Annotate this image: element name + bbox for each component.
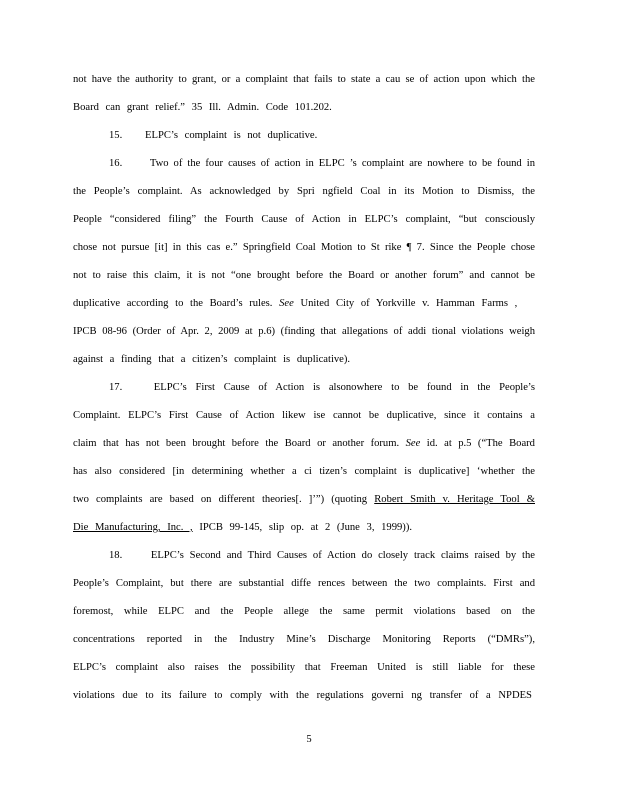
- text-line: [73, 438, 535, 450]
- text-span: two complaints are based on different theories[. ]’”) (quoting: [73, 494, 368, 505]
- text-line: violations due to its failure to comply with the regulations governi ng transfer of a NPDES: [73, 690, 532, 701]
- paragraph-number: 18.: [109, 550, 123, 561]
- text-line: not have the authority to grant, or a complaint that fails to state a cau se of action upon which the: [73, 74, 535, 85]
- paragraph-15: [109, 130, 535, 142]
- text-span: ELPC’s Second and Third Causes of Action do closely track claims raised by the: [150, 550, 535, 561]
- text-line: has also considered [in determining whether a ci tizen’s complaint is duplicative] ‘whether the: [73, 466, 535, 477]
- text-span: duplicative according to the Board’s rules.: [73, 298, 273, 309]
- text-span: id. at p.5 (“The Board: [426, 438, 535, 449]
- text-line: foremost, while ELPC and the People allege the same permit violations based on the: [73, 606, 535, 617]
- text-span: IPCB 99-145, slip op. at 2 (June 3, 1999)).: [199, 522, 413, 533]
- case-citation: Die Manufacturing, Inc. ,: [73, 522, 193, 533]
- text-line: [73, 298, 535, 310]
- text-span: ELPC’s First Cause of Action is alsonowhere to be found in the People’s: [153, 382, 535, 393]
- paragraph-number: 16.: [109, 158, 123, 169]
- see-signal: See: [279, 298, 294, 309]
- text-line: Board can grant relief.” 35 Ill. Admin. Code 101.202.: [73, 102, 332, 113]
- paragraph-18-first-line: [109, 550, 535, 562]
- case-citation: United City of Yorkville v. Hamman Farms ,: [300, 298, 518, 309]
- text-span: claim that has not been brought before the Board or another forum.: [73, 438, 400, 449]
- text-span: Two of the four causes of action in ELPC ’s complaint are nowhere to be found in: [149, 158, 535, 169]
- text-line: [73, 522, 535, 534]
- paragraph-heading: ELPC’s complaint is not duplicative.: [145, 130, 318, 141]
- text-line: chose not pursue [it] in this cas e.” Springfield Coal Motion to St rike ¶ 7. Since the People chose: [73, 242, 535, 253]
- text-line: [73, 494, 535, 506]
- text-line: ELPC’s complaint also raises the possibility that Freeman United is still liable for these: [73, 662, 535, 673]
- text-line: People’s Complaint, but there are substantial diffe rences between the two complaints. First and: [73, 578, 535, 589]
- text-line: not to raise this claim, it is not “one brought before the Board or another forum” and cannot be: [73, 270, 535, 281]
- text-line: People “considered filing” the Fourth Cause of Action in ELPC’s complaint, “but consciously: [73, 214, 535, 225]
- see-signal: See: [405, 438, 421, 449]
- text-line: against a finding that a citizen’s complaint is duplicative).: [73, 354, 351, 365]
- paragraph-17-first-line: [109, 382, 535, 394]
- text-line: Complaint. ELPC’s First Cause of Action likew ise cannot be duplicative, since it contains a: [73, 410, 535, 421]
- text-line: the People’s complaint. As acknowledged by Spri ngfield Coal in its Motion to Dismiss, the: [73, 186, 535, 197]
- paragraph-number: 15.: [109, 130, 123, 141]
- text-line: concentrations reported in the Industry Mine’s Discharge Monitoring Reports (“DMRs”),: [73, 634, 535, 645]
- paragraph-16-first-line: [109, 158, 535, 170]
- paragraph-number: 17.: [109, 382, 123, 393]
- text-line: IPCB 08-96 (Order of Apr. 2, 2009 at p.6) (finding that allegations of addi tional violations weigh: [73, 326, 535, 337]
- page-number: 5: [306, 734, 312, 745]
- case-citation: Robert Smith v. Heritage Tool &: [374, 494, 535, 505]
